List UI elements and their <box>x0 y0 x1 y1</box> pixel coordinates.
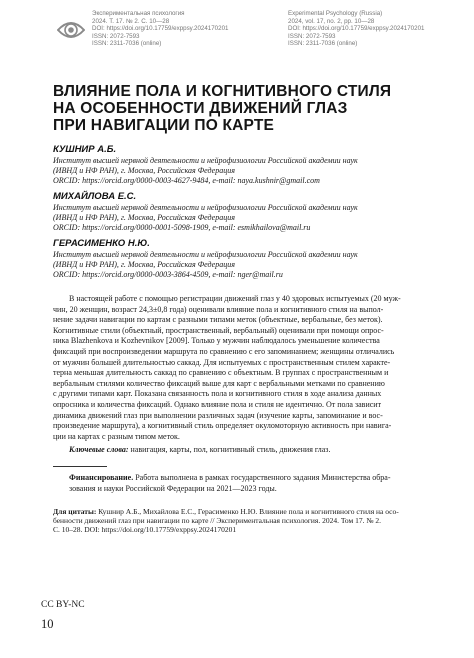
divider-rule <box>53 466 107 467</box>
journal-info-line: ISSN: 2072-7593 <box>92 32 140 40</box>
author-name: МИХАЙЛОВА Е.С. <box>53 191 137 203</box>
journal-info-line: 2024. Т. 17. № 2. С. 10—28 <box>92 17 170 25</box>
journal-info-line: 2024, vol. 17, no. 2, pp. 10—28 <box>288 17 375 25</box>
author-name: КУШНИР А.Б. <box>53 144 117 155</box>
abstract-line: В настоящей работе с помощью регистрации движений глаз у 40 здоровых испытуемых (20 муж- <box>69 294 401 303</box>
citation-block <box>53 507 421 535</box>
journal-info-line: Экспериментальная психология <box>92 10 185 17</box>
author-affiliation: (ИВНД и НФ РАН), г. Москва, Российская Федерация <box>53 165 235 175</box>
license-label: CC BY-NC <box>41 600 85 610</box>
author-affiliation: (ИВНД и НФ РАН), г. Москва, Российская Федерация <box>53 259 235 269</box>
citation-line-1: Кушнир А.Б., Михайлова Е.С., Герасименко Н.Ю. Влияние пола и когнитивного стиля на осо- <box>98 507 399 516</box>
journal-header <box>0 6 474 70</box>
funding-text-line-2: зования и науки Российской Федерации на 2021—2023 годы. <box>69 483 277 493</box>
author-entry <box>53 144 428 186</box>
abstract-line: Когнитивные стили (объектный, пространственный, вербальный) оценивали при помощи опрос- <box>53 325 384 335</box>
keywords <box>69 445 421 455</box>
title-line: ПРИ НАВИГАЦИИ ПО КАРТЕ <box>53 117 275 134</box>
journal-info-line: ISSN: 2072-7593 <box>288 32 336 40</box>
authors-block <box>53 144 428 285</box>
journal-info-line: DOI: https://doi.org/10.17759/exppsy.2024170201 <box>288 25 425 33</box>
abstract-line: динамика движений глаз при выполнении различных задач (изучение карты, запоминание и вос- <box>53 410 383 420</box>
article-title <box>53 83 433 134</box>
journal-info-line: ISSN: 2311-7036 (online) <box>288 40 358 48</box>
author-entry <box>53 191 428 233</box>
keywords-text: навигация, карты, пол, когнитивный стиль, движения глаз. <box>130 445 331 454</box>
author-affiliation: Институт высшей нервной деятельности и нейрофизиологии Российской академии наук <box>53 155 358 165</box>
abstract-line: фиксаций при воспроизведении маршрута по сравнению с его запоминанием; женщины отличались <box>53 346 395 356</box>
author-entry <box>53 238 428 280</box>
title-line: НА ОСОБЕННОСТИ ДВИЖЕНИЙ ГЛАЗ <box>53 100 348 117</box>
abstract-line: от мужчин большей длительностью саккад. Для испытуемых с пространственным стилем характе- <box>53 357 391 367</box>
abstract-line: терна меньшая длительность саккад по сравнению с объектным. В группах с пространственным и <box>53 368 389 378</box>
abstract-line: ника Blazhenkova и Kozhevnikov [2009]. Только у мужчин наблюдалось уменьшение количества <box>53 336 380 346</box>
abstract-line: опросника и количества фиксаций. Однако влияние пола и стиля не идентично. От пола зависит <box>53 399 382 409</box>
journal-info-english <box>288 10 438 48</box>
abstract-line: ции на картах с разным типом меток. <box>53 431 180 441</box>
author-orcid-email[interactable]: ORCID: https://orcid.org/0000-0001-5098-1909, e-mail: esmikhailova@mail.ru <box>53 223 311 233</box>
abstract-line: нение задачи навигации по картам с разными типами меток (объектные, вербальные, без меток). <box>53 315 383 325</box>
abstract-line: чин, 20 женщин, возраст 24,3±0,8 года) оценивали влияние пола и когнитивного стиля на выпол- <box>53 304 384 314</box>
author-affiliation: Институт высшей нервной деятельности и нейрофизиологии Российской академии наук <box>53 202 358 212</box>
journal-eye-logo-icon <box>57 18 85 42</box>
abstract <box>53 294 421 442</box>
journal-info-line: DOI: https://doi.org/10.17759/exppsy.2024170201 <box>92 25 229 33</box>
author-affiliation: (ИВНД и НФ РАН), г. Москва, Российская Федерация <box>53 212 235 222</box>
journal-info-russian <box>92 10 242 48</box>
citation-label: Для цитаты: <box>53 507 97 516</box>
citation-line-2: бенности движений глаз при навигации по карте // Экспериментальная психология. 2024. Том 17. № 2. <box>53 516 382 526</box>
funding-label: Финансирование. <box>69 473 134 482</box>
citation-line-3[interactable]: С. 10–28. DOI: https://doi.org/10.17759/exppsy.2024170201 <box>53 525 237 535</box>
author-affiliation: Институт высшей нервной деятельности и нейрофизиологии Российской академии наук <box>53 249 358 259</box>
funding-text-line-1: Работа выполнена в рамках государственного задания Министерства обра- <box>135 473 391 482</box>
abstract-line: произведение маршрута), а когнитивный стиль определяет окуломоторную активность при навига- <box>53 421 392 431</box>
abstract-line: вербальным стилями количество фиксаций выше для карт с вербальными метками по сравнению <box>53 378 385 388</box>
author-orcid-email[interactable]: ORCID: https://orcid.org/0000-0003-4627-9484, e-mail: naya.kushnir@gmail.com <box>53 175 320 185</box>
journal-info-line: ISSN: 2311-7036 (online) <box>92 40 162 48</box>
author-name: ГЕРАСИМЕНКО Н.Ю. <box>53 238 150 250</box>
keywords-label: Ключевые слова: <box>69 445 129 454</box>
author-orcid-email[interactable]: ORCID: https://orcid.org/0000-0003-3864-4509, e-mail: nger@mail.ru <box>53 270 283 280</box>
journal-info-line: Experimental Psychology (Russia) <box>288 10 383 17</box>
funding-note <box>69 473 423 494</box>
page-number: 10 <box>41 617 54 631</box>
title-line: ВЛИЯНИЕ ПОЛА И КОГНИТИВНОГО СТИЛЯ <box>53 83 392 100</box>
abstract-line: с другими типами карт. Показана связанность пола и когнитивного стиля в ходе анализа данных <box>53 389 382 399</box>
